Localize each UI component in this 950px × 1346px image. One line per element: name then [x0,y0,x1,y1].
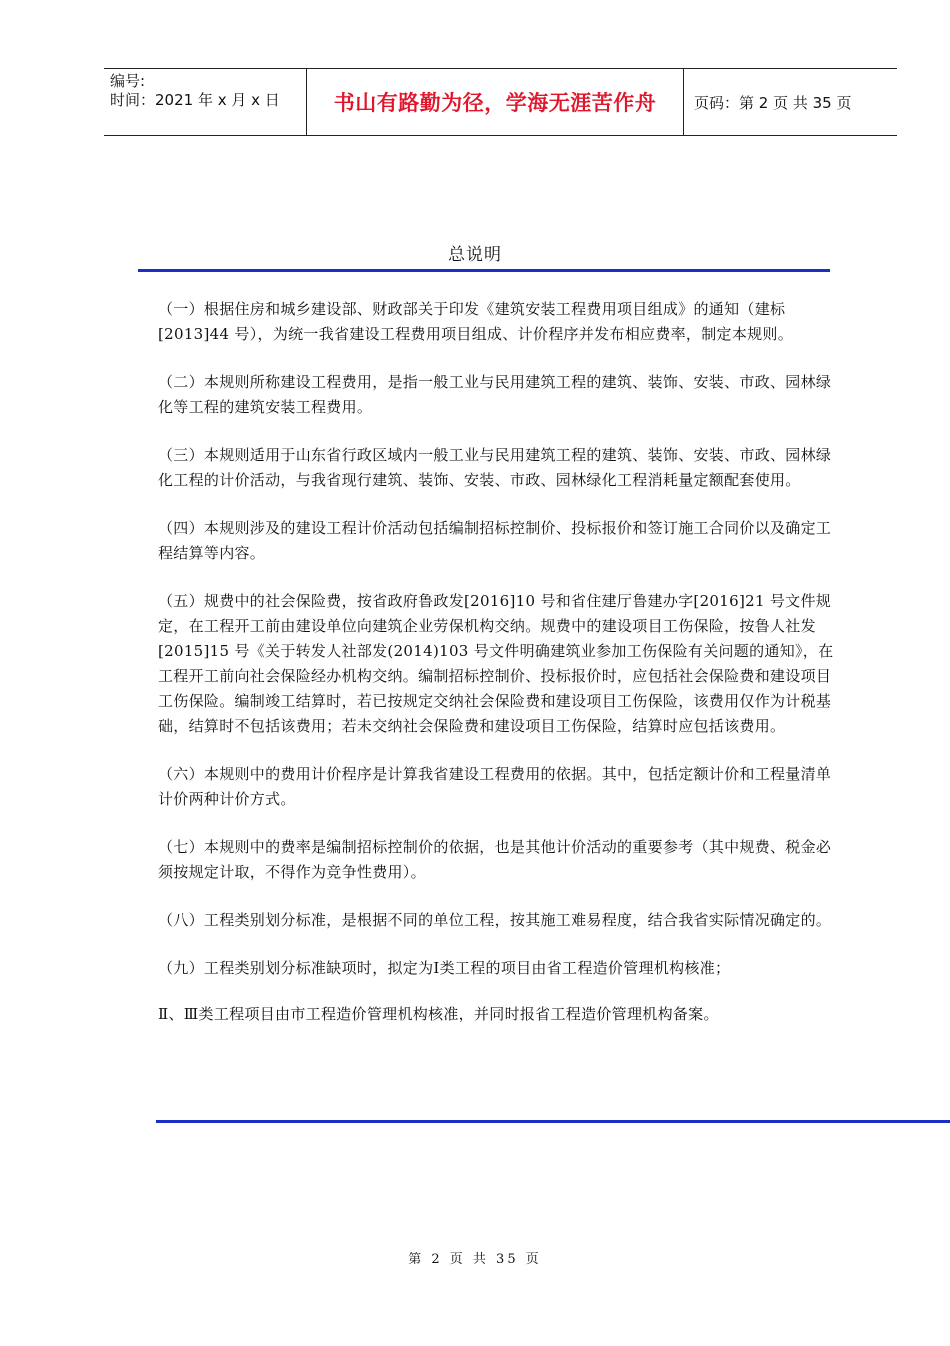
paragraph-6: （六）本规则中的费用计价程序是计算我省建设工程费用的依据。其中，包括定额计价和工程量清单计价两种计价方式。 [158,765,832,808]
document-title: 总说明 [448,245,502,265]
document-body [158,297,838,1050]
paragraph-9: （九）工程类别划分标准缺项时，拟定为Ⅰ类工程的项目由省工程造价管理机构核准； [158,959,731,977]
header-page-code: 页码：第 2 页 共 35 页 [694,93,852,112]
paragraph-8: （八）工程类别划分标准，是根据不同的单位工程，按其施工难易程度，结合我省实际情况确定的。 [158,911,832,929]
document-number-label: 编号: [110,72,146,90]
paragraph-2: （二）本规则所称建设工程费用，是指一般工业与民用建筑工程的建筑、装饰、安装、市政、园林绿化等工程的建筑安装工程费用。 [158,373,832,416]
title-divider [138,269,830,272]
body-end-divider [156,1120,950,1123]
header-meta [104,69,307,135]
page-header [104,68,897,136]
paragraph-3: （三）本规则适用于山东省行政区域内一般工业与民用建筑工程的建筑、装饰、安装、市政、园林绿化工程的计价活动，与我省现行建筑、装饰、安装、市政、园林绿化工程消耗量定额配套使用。 [158,446,832,489]
page-footer: 第 2 页 共 35 页 [408,1252,542,1267]
header-motto-cell [307,69,684,135]
paragraph-7: （七）本规则中的费率是编制招标控制价的依据，也是其他计价活动的重要参考（其中规费、税金必须按规定计取，不得作为竞争性费用）。 [158,838,832,881]
paragraph-1: （一）根据住房和城乡建设部、财政部关于印发《建筑安装工程费用项目组成》的通知（建标[2013]44 号），为统一我省建设工程费用项目组成、计价程序并发布相应费率，制定本规则。 [158,300,794,343]
paragraph-5: （五）规费中的社会保险费，按省政府鲁政发[2016]10 号和省住建厅鲁建办字[2016]21 号文件规定，在工程开工前由建设单位向建筑企业劳保机构交纳。规费中的建设项目工伤保险，按鲁人社发[2015]15 号《关于转发人社部发(2014)103 号文件明确建筑业参加工伤保险有关问题的通知》，在工程开工前向社会保险经办机构交纳。编制招标控制价、投标报价时，应包括社会保险费和建设项目工伤保险。编制竣工结算时，若已按规定交纳社会保险费和建设项目工伤保险，该费用仅作为计税基础，结算时不包括该费用；若未交纳社会保险费和建设项目工伤保险，结算时应包括该费用。 [158,592,834,735]
header-motto: 书山有路勤为径，学海无涯苦作舟 [333,91,657,115]
paragraph-4: （四）本规则涉及的建设工程计价活动包括编制招标控制价、投标报价和签订施工合同价以及确定工程结算等内容。 [158,519,832,562]
paragraph-10: Ⅱ、Ⅲ类工程项目由市工程造价管理机构核准，并同时报省工程造价管理机构备案。 [158,1005,719,1023]
document-time-label: 时间：2021 年 x 月 x 日 [110,91,280,109]
